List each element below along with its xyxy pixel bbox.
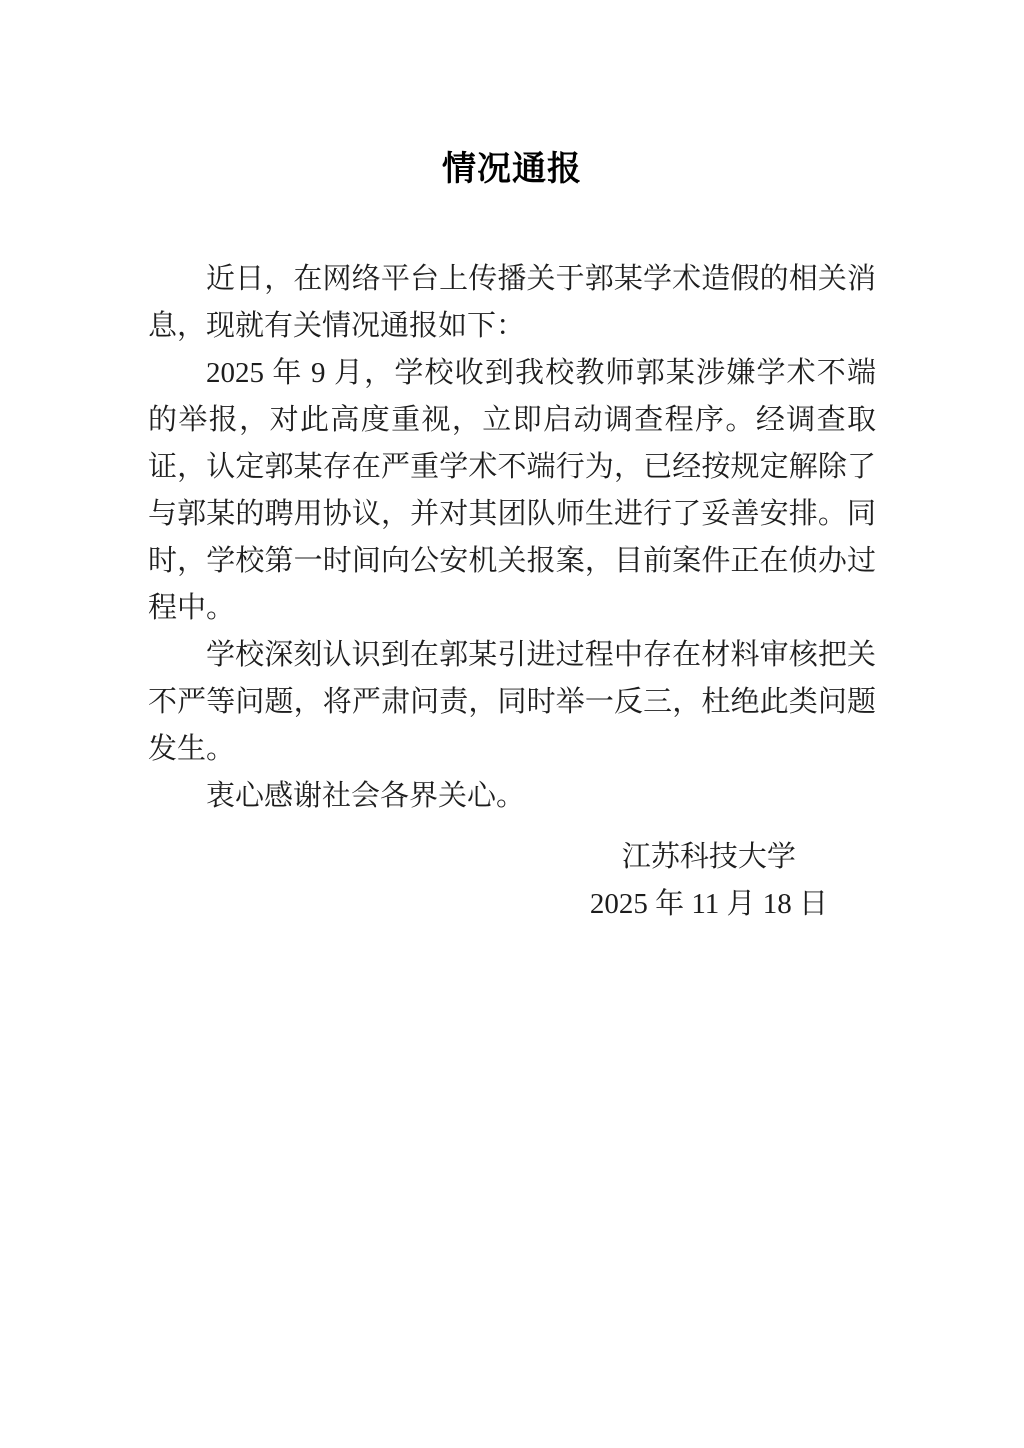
signature-date: 2025 年 11 月 18 日 bbox=[589, 888, 828, 920]
notice-paragraph-investigation: 2025 年 9 月，学校收到我校教师郭某涉嫌学术不端的举报，对此高度重视，立即启动调查程序。经调查取证，认定郭某存在严重学术不端行为，已经按规定解除了与郭某的聘用协议，并对其团队师生进行了妥善安排。同时，学校第一时间向公安机关报案，目前案件正在侦办过程中。 bbox=[148, 357, 876, 625]
signature-organization: 江苏科技大学 bbox=[621, 841, 796, 873]
signature-block bbox=[590, 834, 828, 928]
notice-paragraph-accountability: 学校深刻认识到在郭某引进过程中存在材料审核把关不严等问题，将严肃问责，同时举一反三，杜绝此类问题发生。 bbox=[148, 639, 876, 766]
page-title: 情况通报 bbox=[442, 149, 582, 188]
notice-paragraph-intro: 近日，在网络平台上传播关于郭某学术造假的相关消息，现就有关情况通报如下： bbox=[148, 263, 876, 343]
notice-paragraph-thanks: 衷心感谢社会各界关心。 bbox=[206, 780, 526, 813]
notice-body bbox=[148, 256, 876, 820]
